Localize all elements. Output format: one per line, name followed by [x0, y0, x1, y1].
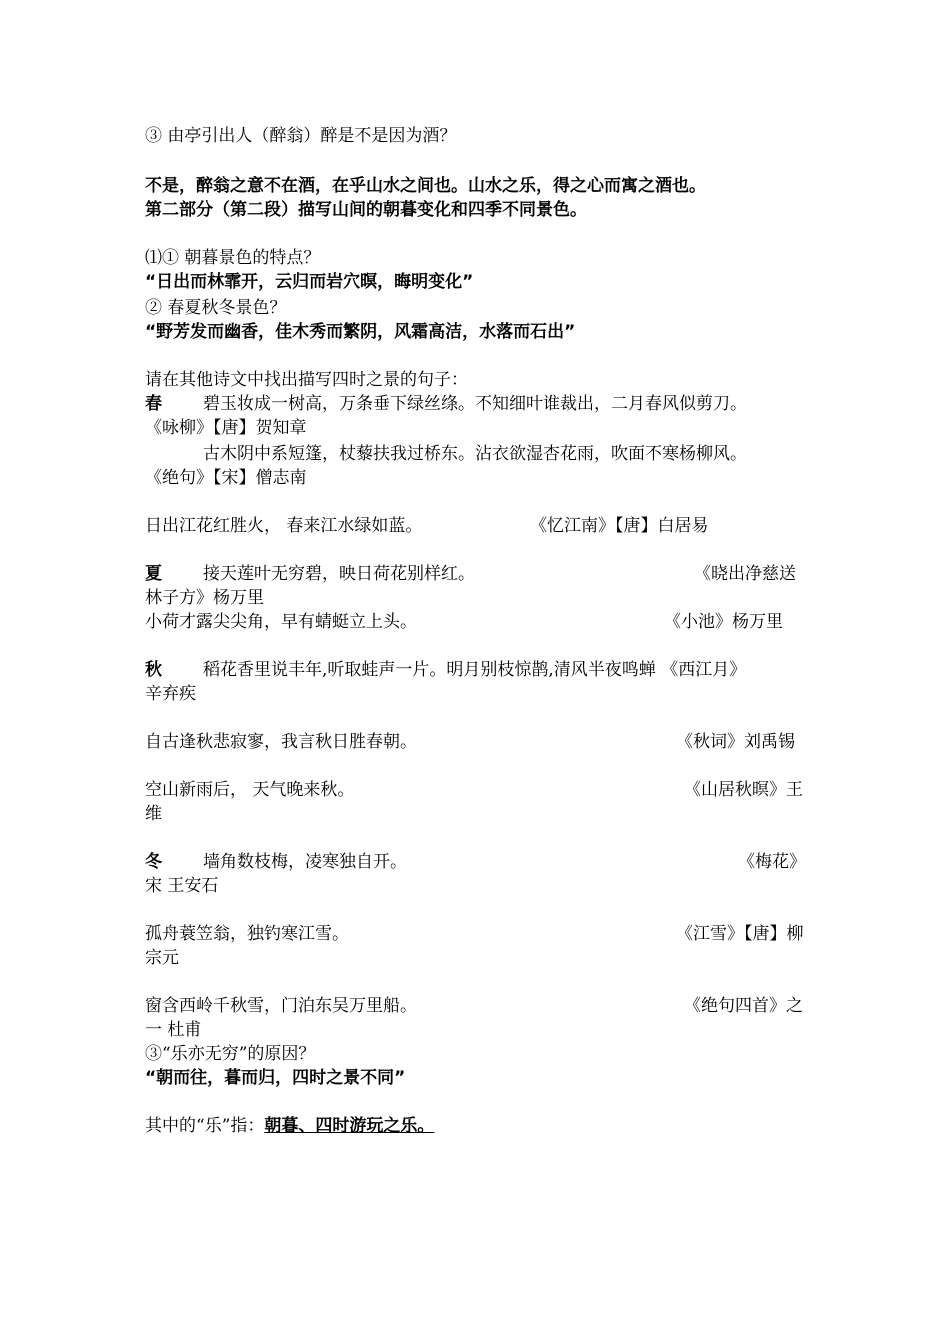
summer-poem-1-source-a: 《晓出净慈送: [694, 564, 796, 584]
part-2-title: 第二部分（第二段）描写山间的朝暮变化和四季不同景色。: [145, 200, 587, 220]
autumn-poem-3-source-b: 维: [145, 804, 162, 824]
four-seasons-question: ② 春夏秋冬景色？: [145, 298, 287, 318]
winter-poem-3-source-a: 《绝句四首》之: [684, 996, 803, 1016]
joy-meaning-line: [145, 1114, 434, 1138]
winter-poem-3: 窗含西岭千秋雪，门泊东吴万里船。: [145, 996, 417, 1016]
winter-poem-2: 孤舟蓑笠翁，独钓寒江雪。: [145, 924, 349, 944]
autumn-poem-3-source-a: 《山居秋暝》王: [684, 780, 803, 800]
winter-poem-1-source-a: 《梅花》: [738, 852, 806, 872]
spring-label: 春: [145, 394, 162, 414]
spring-poem-2-source: 《绝句》【宋】僧志南: [145, 468, 307, 488]
autumn-poem-2: 自古逢秋悲寂寥，我言秋日胜春朝。: [145, 732, 417, 752]
winter-line-1: [145, 850, 407, 874]
autumn-poem-3: 空山新雨后， 天气晚来秋。: [145, 780, 355, 800]
summer-poem-2: 小荷才露尖尖角，早有蜻蜓立上头。: [145, 612, 417, 632]
autumn-line-1: [145, 658, 746, 682]
joy-meaning-answer: 朝暮、四时游玩之乐。: [264, 1116, 435, 1136]
spring-poem-1: 碧玉妆成一树高，万条垂下绿丝绦。不知细叶谁裁出，二月春风似剪刀。: [203, 394, 747, 414]
spring-poem-1-source: 《咏柳》【唐】贺知章: [145, 418, 307, 438]
question-3-answer: 不是，醉翁之意不在酒，在乎山水之间也。山水之乐，得之心而寓之酒也。: [145, 176, 706, 196]
question-3-title: ③ 由亭引出人（醉翁）醉是不是因为酒？: [145, 126, 457, 146]
summer-label: 夏: [145, 564, 162, 584]
spring-poem-3: 日出江花红胜火， 春来江水绿如蓝。: [145, 516, 423, 536]
summer-poem-1-source-b: 林子方》杨万里: [145, 588, 264, 608]
summer-poem-1: 接天莲叶无穷碧，映日荷花别样红。: [203, 564, 475, 584]
summer-poem-2-source: 《小池》杨万里: [664, 612, 783, 632]
winter-poem-1-source-b: 宋 王安石: [145, 876, 219, 896]
morning-evening-answer: “日出而林霏开，云归而岩穴暝，晦明变化”: [145, 272, 474, 292]
autumn-label: 秋: [145, 660, 162, 680]
winter-poem-1: 墙角数枝梅，凌寒独自开。: [203, 852, 407, 872]
endless-joy-answer: “朝而往，暮而归，四时之景不同”: [145, 1068, 406, 1088]
four-seasons-answer: “野芳发而幽香，佳木秀而繁阴，风霜高洁，水落而石出”: [145, 322, 576, 342]
spring-poem-3-source: 《忆江南》【唐】白居易: [530, 516, 709, 536]
summer-line-1: [145, 562, 475, 586]
autumn-poem-1: 稻花香里说丰年,听取蛙声一片。明月别枝惊鹊,清风半夜鸣蝉 《西江月》: [203, 660, 747, 680]
spring-line-1: [145, 392, 747, 416]
winter-poem-2-source-a: 《江雪》【唐】柳: [676, 924, 804, 944]
autumn-poem-1-source: 辛弃疾: [145, 684, 196, 704]
endless-joy-question: ③“乐亦无穷”的原因？: [145, 1044, 316, 1064]
find-sentences-prompt: 请在其他诗文中找出描写四时之景的句子：: [145, 370, 468, 390]
joy-meaning-prefix: 其中的“乐”指：: [145, 1116, 265, 1136]
winter-poem-3-source-b: 一 杜甫: [145, 1020, 202, 1040]
autumn-poem-2-source: 《秋词》刘禹锡: [676, 732, 795, 752]
winter-label: 冬: [145, 852, 162, 872]
morning-evening-question: ⑴① 朝暮景色的特点？: [145, 248, 321, 268]
winter-poem-2-source-b: 宗元: [145, 948, 179, 968]
spring-poem-2: 古木阴中系短篷，杖藜扶我过桥东。沾衣欲湿杏花雨，吹面不寒杨柳风。: [203, 444, 747, 464]
